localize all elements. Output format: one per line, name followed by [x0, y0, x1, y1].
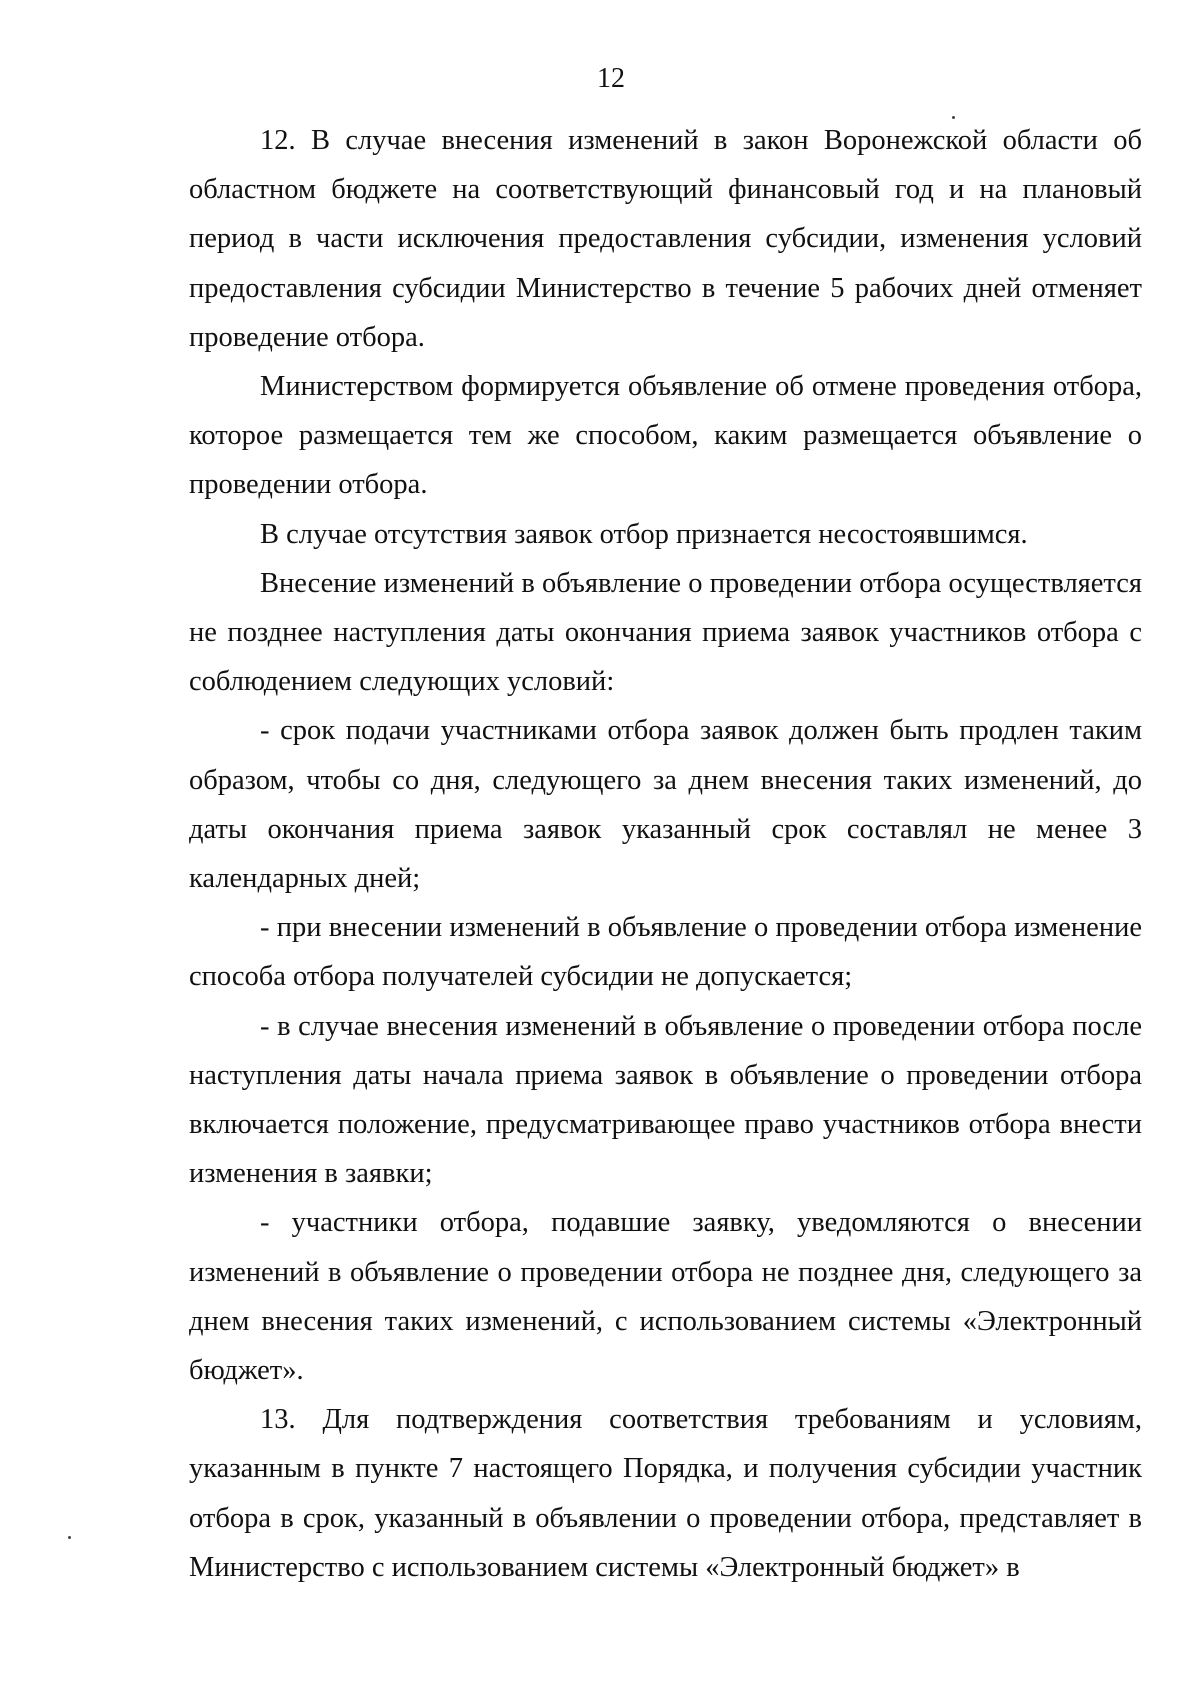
scan-speck: [952, 116, 955, 119]
paragraph-12-cancellation: 12. В случае внесения изменений в закон Воронежской области об областном бюджете на соответствующий финансовый год и на плановый период в части исключения предоставления субсидии, изменения условий предоставления субсидии Министерство в течение 5 рабочих дней отменяет проведение отбора.: [189, 125, 1142, 353]
paragraph-13-confirmation: 13. Для подтверждения соответствия требованиям и условиям, указанным в пункте 7 настоящего Порядка, и получения субсидии участник отбора в срок, указанный в объявлении о проведении отбора, представляет в Министерство с использованием системы «Электронный бюджет» в: [189, 1404, 1142, 1583]
paragraph-announcement-changes: Внесение изменений в объявление о проведении отбора осуществляется не позднее наступления даты окончания приема заявок участников отбора с соблюдением следующих условий:: [189, 567, 1142, 698]
list-item-participant-notification: - участники отбора, подавшие заявку, уведомляются о внесении изменений в объявление о проведении отбора не позднее дня, следующего за днем внесения таких изменений, с использованием системы «Электронный бюджет».: [189, 1207, 1142, 1387]
document-body: [189, 116, 1142, 1592]
scan-speck: [68, 1536, 71, 1539]
list-item-application-changes: - в случае внесения изменений в объявление о проведении отбора после наступления даты начала приема заявок в объявление о проведении отбора включается положение, предусматривающее право участников отбора внести изменения в заявки;: [189, 1010, 1142, 1190]
paragraph-no-applications: В случае отсутствия заявок отбор признается несостоявшимся.: [260, 518, 1028, 550]
list-item-deadline-extension: - срок подачи участниками отбора заявок должен быть продлен таким образом, чтобы со дня, следующего за днем внесения таких изменений, до даты окончания приема заявок указанный срок составлял не менее 3 календарных дней;: [189, 715, 1142, 895]
page-number: 12: [597, 63, 625, 94]
list-item-selection-method: - при внесении изменений в объявление о проведении отбора изменение способа отбора получателей субсидии не допускается;: [189, 912, 1142, 993]
paragraph-cancellation-announcement: Министерством формируется объявление об отмене проведения отбора, которое размещается тем же способом, каким размещается объявление о проведении отбора.: [189, 371, 1142, 501]
